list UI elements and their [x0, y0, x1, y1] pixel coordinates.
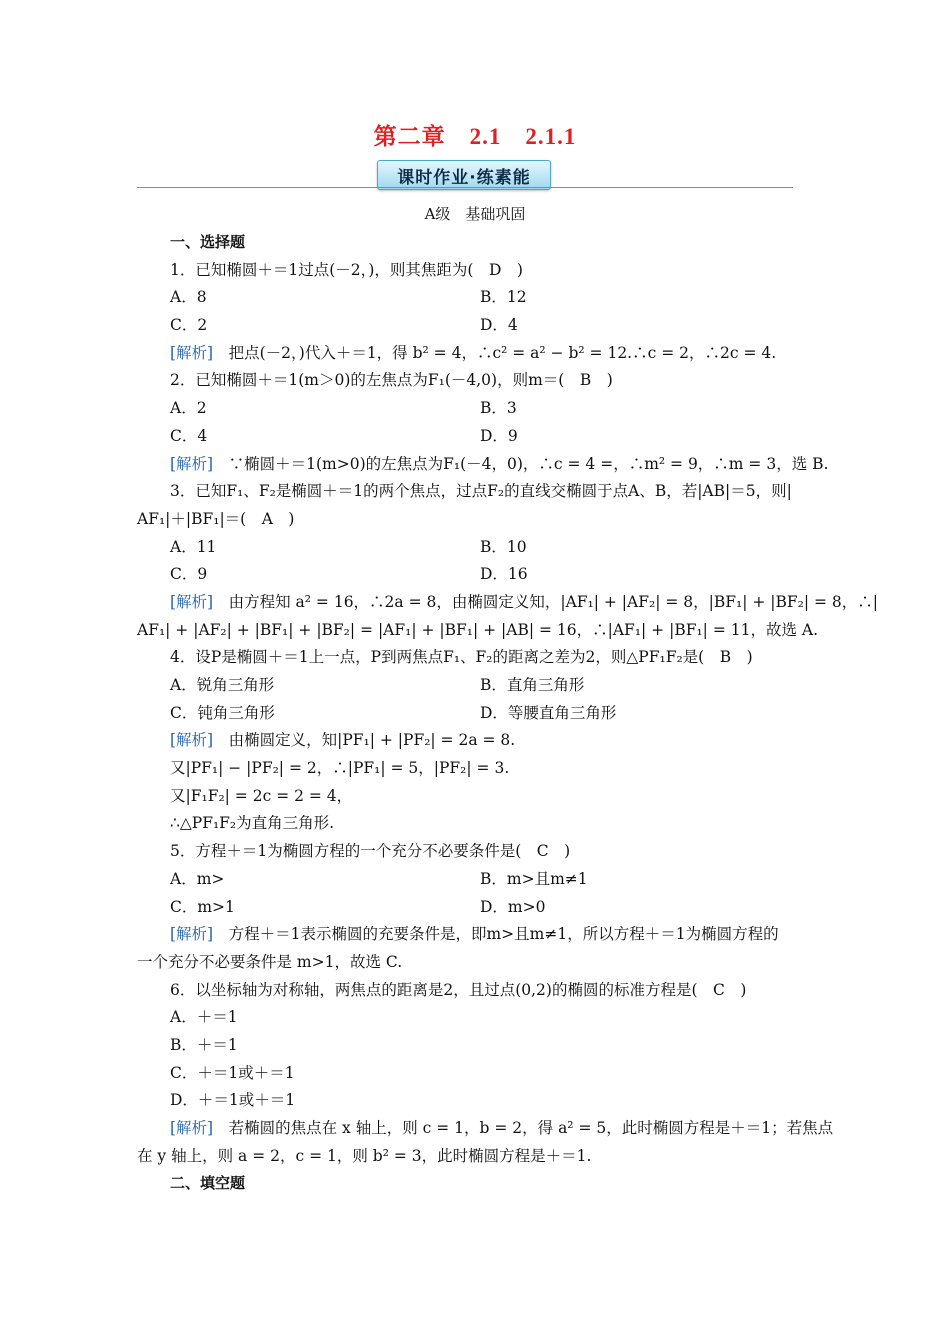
question-5-solution — [137, 921, 815, 949]
question-6-solution-cont: 在 y 轴上，则 a = 2，c = 1，则 b² = 3，此时椭圆方程是＋＝1. — [137, 1146, 592, 1165]
solution-tag: [解析] — [170, 1119, 214, 1137]
question-4-options-row — [137, 672, 815, 700]
question-1-options-row — [137, 312, 815, 340]
header-divider — [137, 187, 793, 188]
question-5-solution-cont: 一个充分不必要条件是 m>1，故选 C. — [137, 952, 403, 971]
solution-text: 把点(－2，)代入＋＝1，得 b² = 4，∴c² = a² − b² = 12.∴c = 2，∴2c = 4. — [213, 343, 777, 362]
question-4-solution-line: ∴△PF₁F₂为直角三角形. — [170, 814, 335, 833]
option-a: A．2 — [170, 399, 207, 418]
option-b: B．12 — [480, 288, 527, 307]
question-3-stem: 3．已知F₁、F₂是椭圆＋＝1的两个焦点，过点F₂的直线交椭圆于点A、B，若|AB|＝5，则| — [170, 482, 792, 501]
question-3-solution — [137, 589, 878, 617]
solution-text: 若椭圆的焦点在 x 轴上，则 c = 1，b = 2，得 a² = 5，此时椭圆方程是＋＝1；若焦点 — [213, 1119, 834, 1137]
option-c: C．2 — [170, 316, 208, 335]
option-a: A．m> — [170, 869, 225, 888]
option-c: C．m>1 — [170, 897, 235, 916]
homework-banner: 课时作业·练素能 — [377, 160, 551, 190]
question-6-solution — [137, 1115, 834, 1143]
option-b: B．m>且m≠1 — [480, 869, 588, 888]
section-heading: 一、选择题 — [170, 233, 246, 251]
question-4-options-row — [137, 700, 815, 728]
question-3-solution-cont: AF₁| + |AF₂| + |BF₁| + |BF₂| = |AF₁| + |BF₁| + |AB| = 16，∴|AF₁| + |BF₁| = 11，故选 A. — [137, 620, 819, 639]
question-3-options-row — [137, 561, 815, 589]
option-d: D．9 — [480, 426, 518, 445]
solution-text: 方程＋＝1表示椭圆的充要条件是，即m>且m≠1，所以方程＋＝1为椭圆方程的 — [213, 925, 779, 944]
question-5-options-row — [137, 894, 815, 922]
question-4-solution-line: 又|PF₁| − |PF₂| = 2，∴|PF₁| = 5，|PF₂| = 3. — [170, 759, 510, 778]
question-4-solution-line: 又|F₁F₂| = 2c = 2 = 4， — [170, 786, 353, 805]
question-3-options-row — [137, 534, 815, 562]
option-c: C．4 — [170, 426, 208, 445]
question-5-stem: 5．方程＋＝1为椭圆方程的一个充分不必要条件是( C ) — [170, 842, 571, 861]
option-a: A．11 — [170, 537, 217, 556]
question-1-solution — [137, 340, 815, 368]
chapter-title: 第二章 2.1 2.1.1 — [373, 124, 577, 149]
option-c: C．9 — [170, 565, 208, 584]
question-5-options-row — [137, 866, 815, 894]
section-heading: 二、填空题 — [170, 1174, 246, 1193]
solution-text: ∵椭圆＋＝1(m>0)的左焦点为F₁(－4，0)，∴c = 4 =，∴m² = 9，∴m = 3，选 B. — [213, 454, 829, 473]
solution-tag: [解析] — [170, 925, 214, 944]
question-6-stem: 6．以坐标轴为对称轴，两焦点的距离是2，且过点(0,2)的椭圆的标准方程是( C ) — [170, 980, 747, 999]
solution-tag: [解析] — [170, 454, 214, 473]
question-2-options-row — [137, 423, 815, 451]
question-2-stem: 2．已知椭圆＋＝1(m＞0)的左焦点为F₁(－4,0)，则m＝( B ) — [170, 371, 613, 390]
option-d: D．16 — [480, 565, 528, 584]
option-a: A．＋＝1 — [170, 1008, 238, 1027]
question-2-solution — [137, 451, 829, 479]
option-d: D．＋＝1或＋＝1 — [170, 1091, 296, 1110]
solution-tag: [解析] — [170, 343, 214, 362]
option-d: D．等腰直角三角形 — [480, 703, 617, 722]
level-heading: A级 基础巩固 — [424, 205, 526, 223]
question-4-solution — [137, 727, 815, 755]
option-b: B．＋＝1 — [170, 1035, 238, 1054]
option-d: D．m>0 — [480, 897, 546, 916]
option-b: B．直角三角形 — [480, 676, 585, 694]
option-d: D．4 — [480, 316, 518, 335]
option-c: C．钝角三角形 — [170, 703, 275, 722]
solution-tag: [解析] — [170, 592, 214, 611]
option-b: B．3 — [480, 399, 517, 418]
question-1-options-row — [137, 284, 815, 312]
solution-tag: [解析] — [170, 731, 214, 750]
question-4-stem: 4．设P是椭圆＋＝1上一点，P到两焦点F₁、F₂的距离之差为2，则△PF₁F₂是( B ) — [170, 648, 753, 667]
option-c: C．＋＝1或＋＝1 — [170, 1063, 295, 1082]
question-content — [137, 229, 878, 1198]
option-b: B．10 — [480, 537, 527, 556]
question-2-options-row — [137, 395, 815, 423]
question-3-stem-cont: AF₁|＋|BF₁|＝( A ) — [137, 509, 295, 528]
option-a: A．锐角三角形 — [170, 676, 275, 694]
option-a: A．8 — [170, 288, 207, 307]
question-1-stem: 1．已知椭圆＋＝1过点(－2，)，则其焦距为( D ) — [170, 260, 523, 279]
solution-text: 由椭圆定义，知|PF₁| + |PF₂| = 2a = 8. — [213, 731, 516, 750]
solution-text: 由方程知 a² = 16，∴2a = 8，由椭圆定义知，|AF₁| + |AF₂| = 8，|BF₁| + |BF₂| = 8，∴| — [213, 592, 878, 611]
